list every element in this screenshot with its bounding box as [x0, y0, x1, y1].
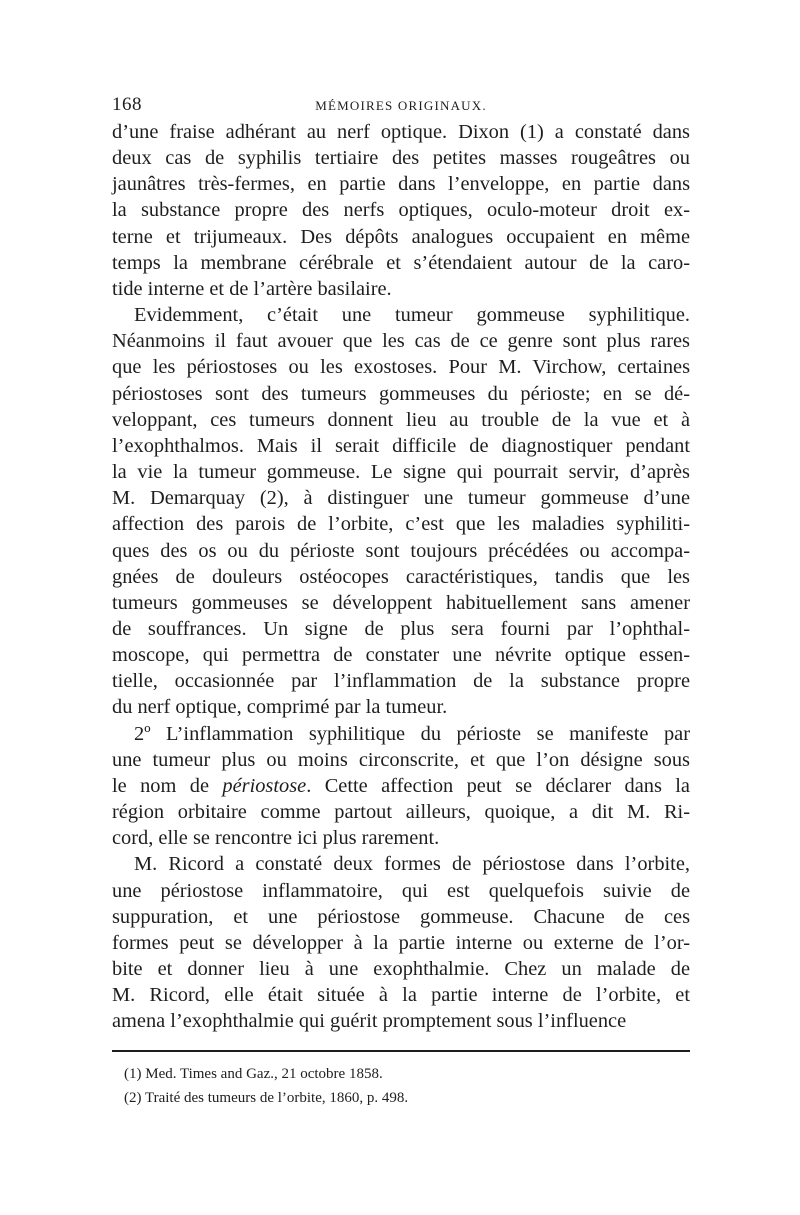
- text-line: périostoses sont des tumeurs gommeuses du périoste; en se dé-: [112, 382, 690, 405]
- text-line: que les périostoses ou les exostoses. Pour M. Virchow, certaines: [112, 356, 690, 379]
- text-line: temps la membrane cérébrale et s’étendaient autour de la caro-: [112, 251, 690, 274]
- text-line: suppuration, et une périostose gommeuse. Chacune de ces: [112, 905, 690, 928]
- text-line: Evidemment, c’était une tumeur gommeuse syphilitique.: [134, 304, 690, 327]
- footnote: (1) Med. Times and Gaz., 21 octobre 1858.: [124, 1066, 383, 1083]
- text-line: le nom de périostose. Cette affection peut se déclarer dans la: [112, 774, 690, 797]
- text-line: jaunâtres très-fermes, en partie dans l’enveloppe, en partie dans: [112, 173, 690, 196]
- text-line: amena l’exophthalmie qui guérit promptement sous l’influence: [112, 1010, 627, 1033]
- footnotes: [112, 1062, 690, 1110]
- text-line: M. Ricord a constaté deux formes de périostose dans l’orbite,: [134, 853, 690, 876]
- text-line: M. Demarquay (2), à distinguer une tumeur gommeuse d’une: [112, 487, 690, 510]
- text-line: ques des os ou du périoste sont toujours précédées ou accompa-: [112, 539, 690, 562]
- text-line: tumeurs gommeuses se développent habituellement sans amener: [112, 591, 690, 614]
- text-line: terne et trijumeaux. Des dépôts analogues occupaient en même: [112, 225, 690, 248]
- paragraph: [112, 119, 690, 302]
- text-line: tielle, occasionnée par l’inflammation de la substance propre: [112, 670, 690, 693]
- paragraph: [112, 721, 690, 852]
- footnote: (2) Traité des tumeurs de l’orbite, 1860, p. 498.: [124, 1090, 409, 1107]
- text-line: gnées de douleurs ostéocopes caractéristiques, tandis que les: [112, 565, 690, 588]
- footnote-rule: [112, 1050, 690, 1052]
- text-line: Néanmoins il faut avouer que les cas de ce genre sont plus rares: [112, 330, 690, 353]
- text-line: 2º L’inflammation syphilitique du périoste se manifeste par: [134, 722, 690, 745]
- text-line: l’exophthalmos. Mais il serait difficile de diagnostiquer pendant: [112, 434, 690, 457]
- text-line: cord, elle se rencontre ici plus rarement.: [112, 827, 440, 850]
- page-number: 168: [112, 94, 142, 115]
- text-line: tide interne et de l’artère basilaire.: [112, 277, 392, 300]
- text-line: la substance propre des nerfs optiques, oculo-moteur droit ex-: [112, 199, 690, 222]
- body-text: [112, 119, 690, 1034]
- running-head: [112, 94, 690, 116]
- italic-term: périostose: [222, 774, 307, 797]
- text-line: affection des parois de l’orbite, c’est que les maladies syphiliti-: [112, 513, 690, 536]
- text-line: une tumeur plus ou moins circonscrite, et que l’on désigne sous: [112, 748, 690, 771]
- paragraph: [112, 851, 690, 1034]
- text-line: moscope, qui permettra de constater une névrite optique essen-: [112, 644, 690, 667]
- text-line: de souffrances. Un signe de plus sera fourni par l’ophthal-: [112, 617, 690, 640]
- text-line: formes peut se développer à la partie interne ou externe de l’or-: [112, 931, 690, 954]
- text-line: d’une fraise adhérant au nerf optique. Dixon (1) a constaté dans: [112, 121, 690, 143]
- text-line: M. Ricord, elle était située à la partie interne de l’orbite, et: [112, 984, 690, 1007]
- text-line: veloppant, ces tumeurs donnent lieu au trouble de la vue et à: [112, 408, 690, 431]
- text-line: du nerf optique, comprimé par la tumeur.: [112, 696, 448, 719]
- text-line: la vie la tumeur gommeuse. Le signe qui pourrait servir, d’après: [112, 461, 690, 484]
- running-title: MÉMOIRES ORIGINAUX.: [315, 98, 487, 113]
- paragraph: [112, 302, 690, 721]
- text-line: une périostose inflammatoire, qui est quelquefois suivie de: [112, 879, 690, 902]
- text-line: bite et donner lieu à une exophthalmie. Chez un malade de: [112, 958, 690, 980]
- text-line: deux cas de syphilis tertiaire des petites masses rougeâtres ou: [112, 147, 690, 170]
- text-line: région orbitaire comme partout ailleurs, quoique, a dit M. Ri-: [112, 801, 690, 824]
- page: [112, 94, 690, 1110]
